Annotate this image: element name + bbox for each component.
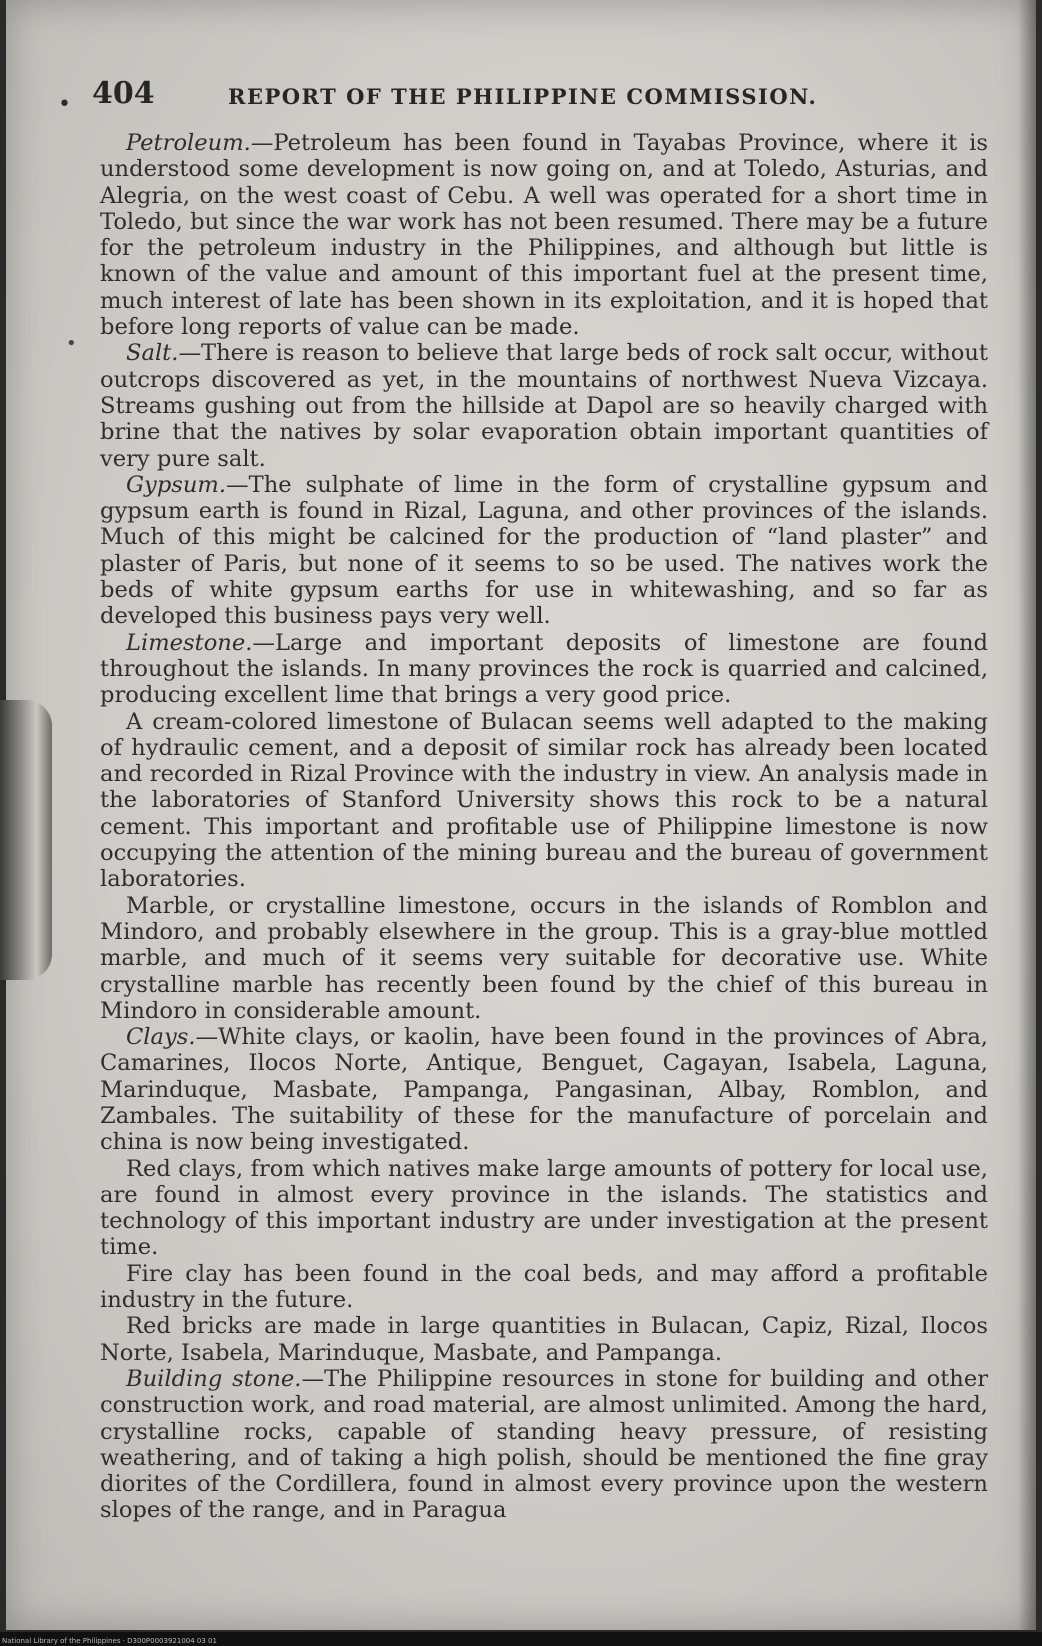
paragraph-label: Petroleum. <box>126 130 251 156</box>
paragraph-cement <box>100 709 988 893</box>
paragraph-text: —The sulphate of lime in the form of crystalline gypsum and gypsum earth is found in Rizal, Laguna, and other provinces of the islands. Much of this might be calcined for the production of “land plaster” and plaster of Paris, but none of it seems to so be used. The natives work the beds of white gypsum earths for use in whitewashing, and so far as developed this business pays very well. <box>100 471 988 630</box>
page-number: 404 <box>92 76 155 111</box>
paragraph-red-bricks <box>100 1313 988 1366</box>
paragraph-text: —White clays, or kaolin, have been found in the provinces of Abra, Camarines, Ilocos Norte, Antique, Benguet, Cagayan, Isabela, Laguna, Marinduque, Masbate, Pampanga, Pangasinan, Albay, Romblon, and Zambales. The suitability of these for the manufacture of porcelain and china is now being investigated. <box>100 1024 988 1156</box>
footer-strip <box>0 1632 1042 1646</box>
paragraph-label: Clays. <box>126 1024 196 1051</box>
paragraph-text: —Large and important deposits of limestone are found throughout the islands. In many provinces the rock is quarried and calcined, producing excellent lime that brings a very good price. <box>100 629 988 709</box>
paragraph-label: Gypsum. <box>126 471 227 498</box>
footer-credit: National Library of the Philippines · D300P0003921004 03 01 <box>2 1637 217 1645</box>
paragraph-label: Limestone. <box>126 629 253 656</box>
paragraph-red-clays <box>100 1156 988 1261</box>
paragraph-salt <box>100 340 988 471</box>
body-text <box>100 130 988 1524</box>
paragraph-text: —Petroleum has been found in Tayabas Province, where it is understood some development is now going on, and at Toledo, Asturias, and Alegria, on the west coast of Cebu. A well was operated for a short time in Toledo, but since the war work has not been resumed. There may be a future for the petroleum industry in the Philippines, and although but little is known of the value and amount of this important fuel at the present time, much interest of late has been shown in its exploitation, and it is hoped that before long reports of value can be made. <box>100 130 988 341</box>
margin-mark: • <box>66 333 77 354</box>
paragraph-label: Salt. <box>126 340 179 367</box>
paragraph-building-stone <box>100 1366 988 1524</box>
paragraph-text: Fire clay has been found in the coal beds, and may afford a profitable industry in the future. <box>100 1260 988 1314</box>
paragraph-fire-clay <box>100 1261 988 1314</box>
header-bullet: • <box>58 92 71 117</box>
paragraph-text: —The Philippine resources in stone for building and other construction work, and road material, are almost unlimited. Among the hard, crystalline rocks, capable of standing heavy pressure, of resisting weathering, and of taking a high polish, should be mentioned the fine gray diorites of the Cordillera, found in almost every province upon the western slopes of the range, and in Paragua <box>100 1365 988 1524</box>
paragraph-marble <box>100 893 988 1024</box>
paragraph-clays <box>100 1024 988 1155</box>
paragraph-text: Red bricks are made in large quantities in Bulacan, Capiz, Rizal, Ilocos Norte, Isabela, Marinduque, Masbate, and Pampanga. <box>100 1313 988 1366</box>
paragraph-text: Marble, or crystalline limestone, occurs in the islands of Romblon and Mindoro, and probably elsewhere in the group. This is a gray-blue mottled marble, and much of it seems very suitable for decorative use. White crystalline marble has recently been found by the chief of this bureau in Mindoro in considerable amount. <box>100 892 988 1024</box>
page-edge-shadow <box>1018 0 1036 1630</box>
running-title: REPORT OF THE PHILIPPINE COMMISSION. <box>228 84 818 109</box>
paragraph-text: A cream-colored limestone of Bulacan seems well adapted to the making of hydraulic cement, and a deposit of similar rock has already been located and recorded in Rizal Province with the industry in view. An analysis made in the laboratories of Stanford University shows this rock to be a natural cement. This important and profitable use of Philippine limestone is now occupying the attention of the mining bureau and the bureau of government laboratories. <box>100 708 988 893</box>
paragraph-label: Building stone. <box>126 1365 302 1392</box>
binding-clip <box>0 700 52 980</box>
paragraph-gypsum <box>100 472 988 630</box>
paragraph-text: Red clays, from which natives make large amounts of pottery for local use, are found in almost every province in the islands. The statistics and technology of this important industry are under investigation at the present time. <box>100 1155 988 1261</box>
paragraph-limestone <box>100 630 988 709</box>
paragraph-petroleum <box>100 130 988 340</box>
paragraph-text: —There is reason to believe that large beds of rock salt occur, without outcrops discovered as yet, in the mountains of northwest Nueva Vizcaya. Streams gushing out from the hillside at Dapol are so heavily charged with brine that the natives by solar evaporation obtain important quantities of very pure salt. <box>100 340 988 472</box>
